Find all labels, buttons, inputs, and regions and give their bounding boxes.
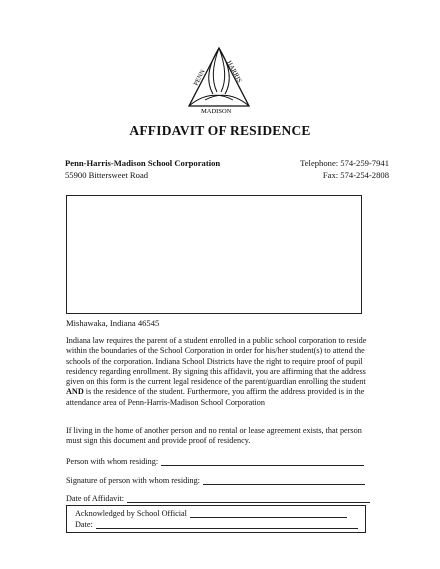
- acknowledgment-box: [66, 505, 366, 533]
- acknowledged-field[interactable]: [190, 509, 347, 518]
- acknowledged-label: Acknowledged by School Official: [75, 509, 187, 518]
- legal-paragraph: [66, 336, 376, 408]
- date-of-affidavit-row: [66, 494, 370, 503]
- legal-paragraph-part2: is the residence of the student. Furthermore, you affirm the address provided is in the attendance area of Penn-Harris-Madison School Corporation: [66, 387, 365, 407]
- address-entry-box[interactable]: [66, 195, 362, 314]
- legal-paragraph-part1: Indiana law requires the parent of a student enrolled in a public school corporation to reside within the boundaries of the School Corporation in order for his/her student(s) to attend the schools of the corporation. Indiana School Districts have the right to require proof of pupil residency regarding enrollment. By signing this affidavit, you are affirming that the address given on this form is the current legal residence of the parent/guardian enrolling the student: [66, 336, 367, 387]
- person-residing-label: Person with whom residing:: [66, 457, 159, 466]
- fax: Fax: 574-254-2808: [322, 169, 389, 180]
- acknowledged-row: [75, 509, 347, 518]
- page-title: AFFIDAVIT OF RESIDENCE: [129, 123, 311, 138]
- org-block: [65, 158, 220, 181]
- logo-text-madison: MADISON: [201, 108, 232, 114]
- signature-field[interactable]: [203, 476, 365, 485]
- date-of-affidavit-field[interactable]: [127, 494, 370, 503]
- logo-text-harris: HARRIS: [225, 59, 243, 84]
- signature-label: Signature of person with whom residing:: [66, 476, 200, 485]
- org-address: 55900 Bittersweet Road: [65, 169, 149, 180]
- contact-block: [300, 158, 389, 181]
- living-with-paragraph: If living in the home of another person and no rental or lease agreement exists, that person must sign this document and provide proof of residency.: [66, 426, 362, 446]
- city-line: Mishawaka, Indiana 46545: [66, 318, 160, 328]
- ack-date-label: Date:: [75, 520, 93, 529]
- emphasis-and: AND: [66, 387, 84, 397]
- date-of-affidavit-label: Date of Affidavit:: [66, 494, 125, 503]
- signature-row: [66, 476, 365, 485]
- ack-date-field[interactable]: [96, 520, 358, 529]
- person-residing-row: [66, 457, 364, 466]
- school-logo: [183, 44, 255, 114]
- logo-text-penn: PENN: [192, 68, 207, 87]
- ack-date-row: [75, 520, 358, 529]
- telephone: Telephone: 574-259-7941: [300, 158, 389, 168]
- person-residing-field[interactable]: [161, 457, 364, 466]
- org-name: Penn-Harris-Madison School Corporation: [65, 158, 221, 168]
